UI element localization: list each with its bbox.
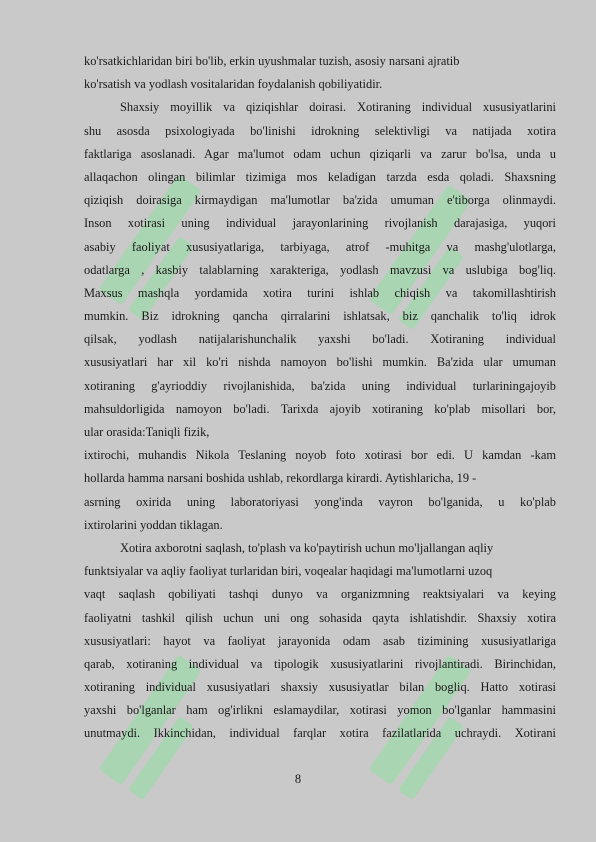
text-line: Inson xotirasi uning individual jarayonlarining rivojlanish darajasiga, yuqori (84, 216, 556, 231)
text-line: ko'rsatkichlaridan biri bo'lib, erkin uyushmalar tuzish, asosiy narsani ajratib (84, 54, 460, 68)
text-line: mumkin. Biz idrokning qancha qirralarini ishlatsak, biz qanchalik to'liq idrok (84, 309, 556, 324)
text-line: xotiraning individual xususiyatlari shaxsiy xususiyatlar bilan bogliq. Hatto xotirasi (84, 680, 556, 695)
text-line: faktlariga asoslanadi. Agar ma'lumot odam uchun qiziqarli va zarur bo'lsa, unda u (84, 146, 556, 161)
text-line: ko'rsatish va yodlash vositalaridan foydalanish qobiliyatidir. (84, 77, 383, 92)
text-line: Maxsus mashqla yordamida xotira turini ishlab chiqish va takomillashtirish (84, 285, 556, 300)
text-line: mahsuldorligida namoyon bo'ladi. Tarixda ajoyib xotiraning ko'plab misollari bor, (84, 401, 556, 416)
text-line: qiziqish doirasiga kirmaydigan ma'lumotlar ba'zida umuman e'tiborga olinmaydi. (84, 193, 556, 208)
text-line: ixtirochi, muhandis Nikola Teslaning noyob foto xotirasi bor edi. U kamdan -kam (84, 448, 556, 463)
text-line: asrning oxirida uning laboratoriyasi yong'inda vayron bo'lganida, u ko'plab (84, 494, 556, 509)
text-line: faoliyatni tashkil qilish uchun uni ong sohasida qayta ishlatishdir. Shaxsiy xotira (84, 610, 556, 625)
text-line: ixtirolarini yoddan tiklagan. (84, 517, 223, 532)
text-line: xotiraning g'ayrioddiy rivojlanishida, ba'zida uning individual turlariningajoyib (84, 378, 556, 393)
text-line: allaqachon olingan bilimlar tizimiga mos keladigan tarzda esda qoladi. Shaxsning (84, 169, 556, 184)
text-line: qilsak, yodlash natijalarishunchalik yaxshi bo'ladi. Xotiraning individual (84, 332, 556, 347)
text-line: ular orasida:Taniqli fizik, (84, 425, 210, 439)
text-line: Shaxsiy moyillik va qiziqishlar doirasi. Xotiraning individual xususiyatlarini (120, 100, 556, 115)
text-line: vaqt saqlash qobiliyati tashqi dunyo va organizmning reaktsiyalari va keying (84, 587, 556, 602)
text-line: xususiyatlari: hayot va faoliyat jarayonida odam asab tizimining xususiyatlariga (84, 633, 556, 648)
text-line: hollarda hamma narsani boshida ushlab, rekordlarga kirardi. Aytishlaricha, 19 - (84, 471, 477, 486)
text-line: unutmaydi. Ikkinchidan, individual farqlar xotira fazilatlarida uchraydi. Xotirani (84, 726, 556, 741)
text-line: yaxshi bo'lganlar ham og'irlikni eslamaydilar, xotirasi yomon bo'lganlar hammasini (84, 703, 556, 718)
text-line: funktsiyalar va aqliy faoliyat turlaridan biri, voqealar haqidagi ma'lumotlarni uzoq (84, 564, 493, 579)
text-line: Xotira axborotni saqlash, to'plash va ko'paytirish uchun mo'ljallangan aqliy (120, 540, 494, 555)
text-line: xususiyatlari har xil ko'ri nishda namoyon bo'lishi mumkin. Ba'zida ular umuman (84, 355, 556, 370)
text-line: shu asosda psixologiyada bo'linishi idrokning selektivligi va natijada xotira (84, 123, 556, 138)
text-line: qarab, xotiraning individual va tipologik xususiyatlarini rivojlantiradi. Birinchidan, (84, 656, 556, 671)
page-number: 8 (294, 772, 302, 786)
text-line: odatlarga , kasbiy talablarning xarakteriga, yodlash mavzusi va uslubiga bog'liq. (84, 262, 556, 277)
body-text (84, 50, 556, 746)
text-line: asabiy faoliyat xususiyatlariga, tarbiyaga, atrof -muhitga va mashg'ulotlarga, (84, 239, 556, 254)
